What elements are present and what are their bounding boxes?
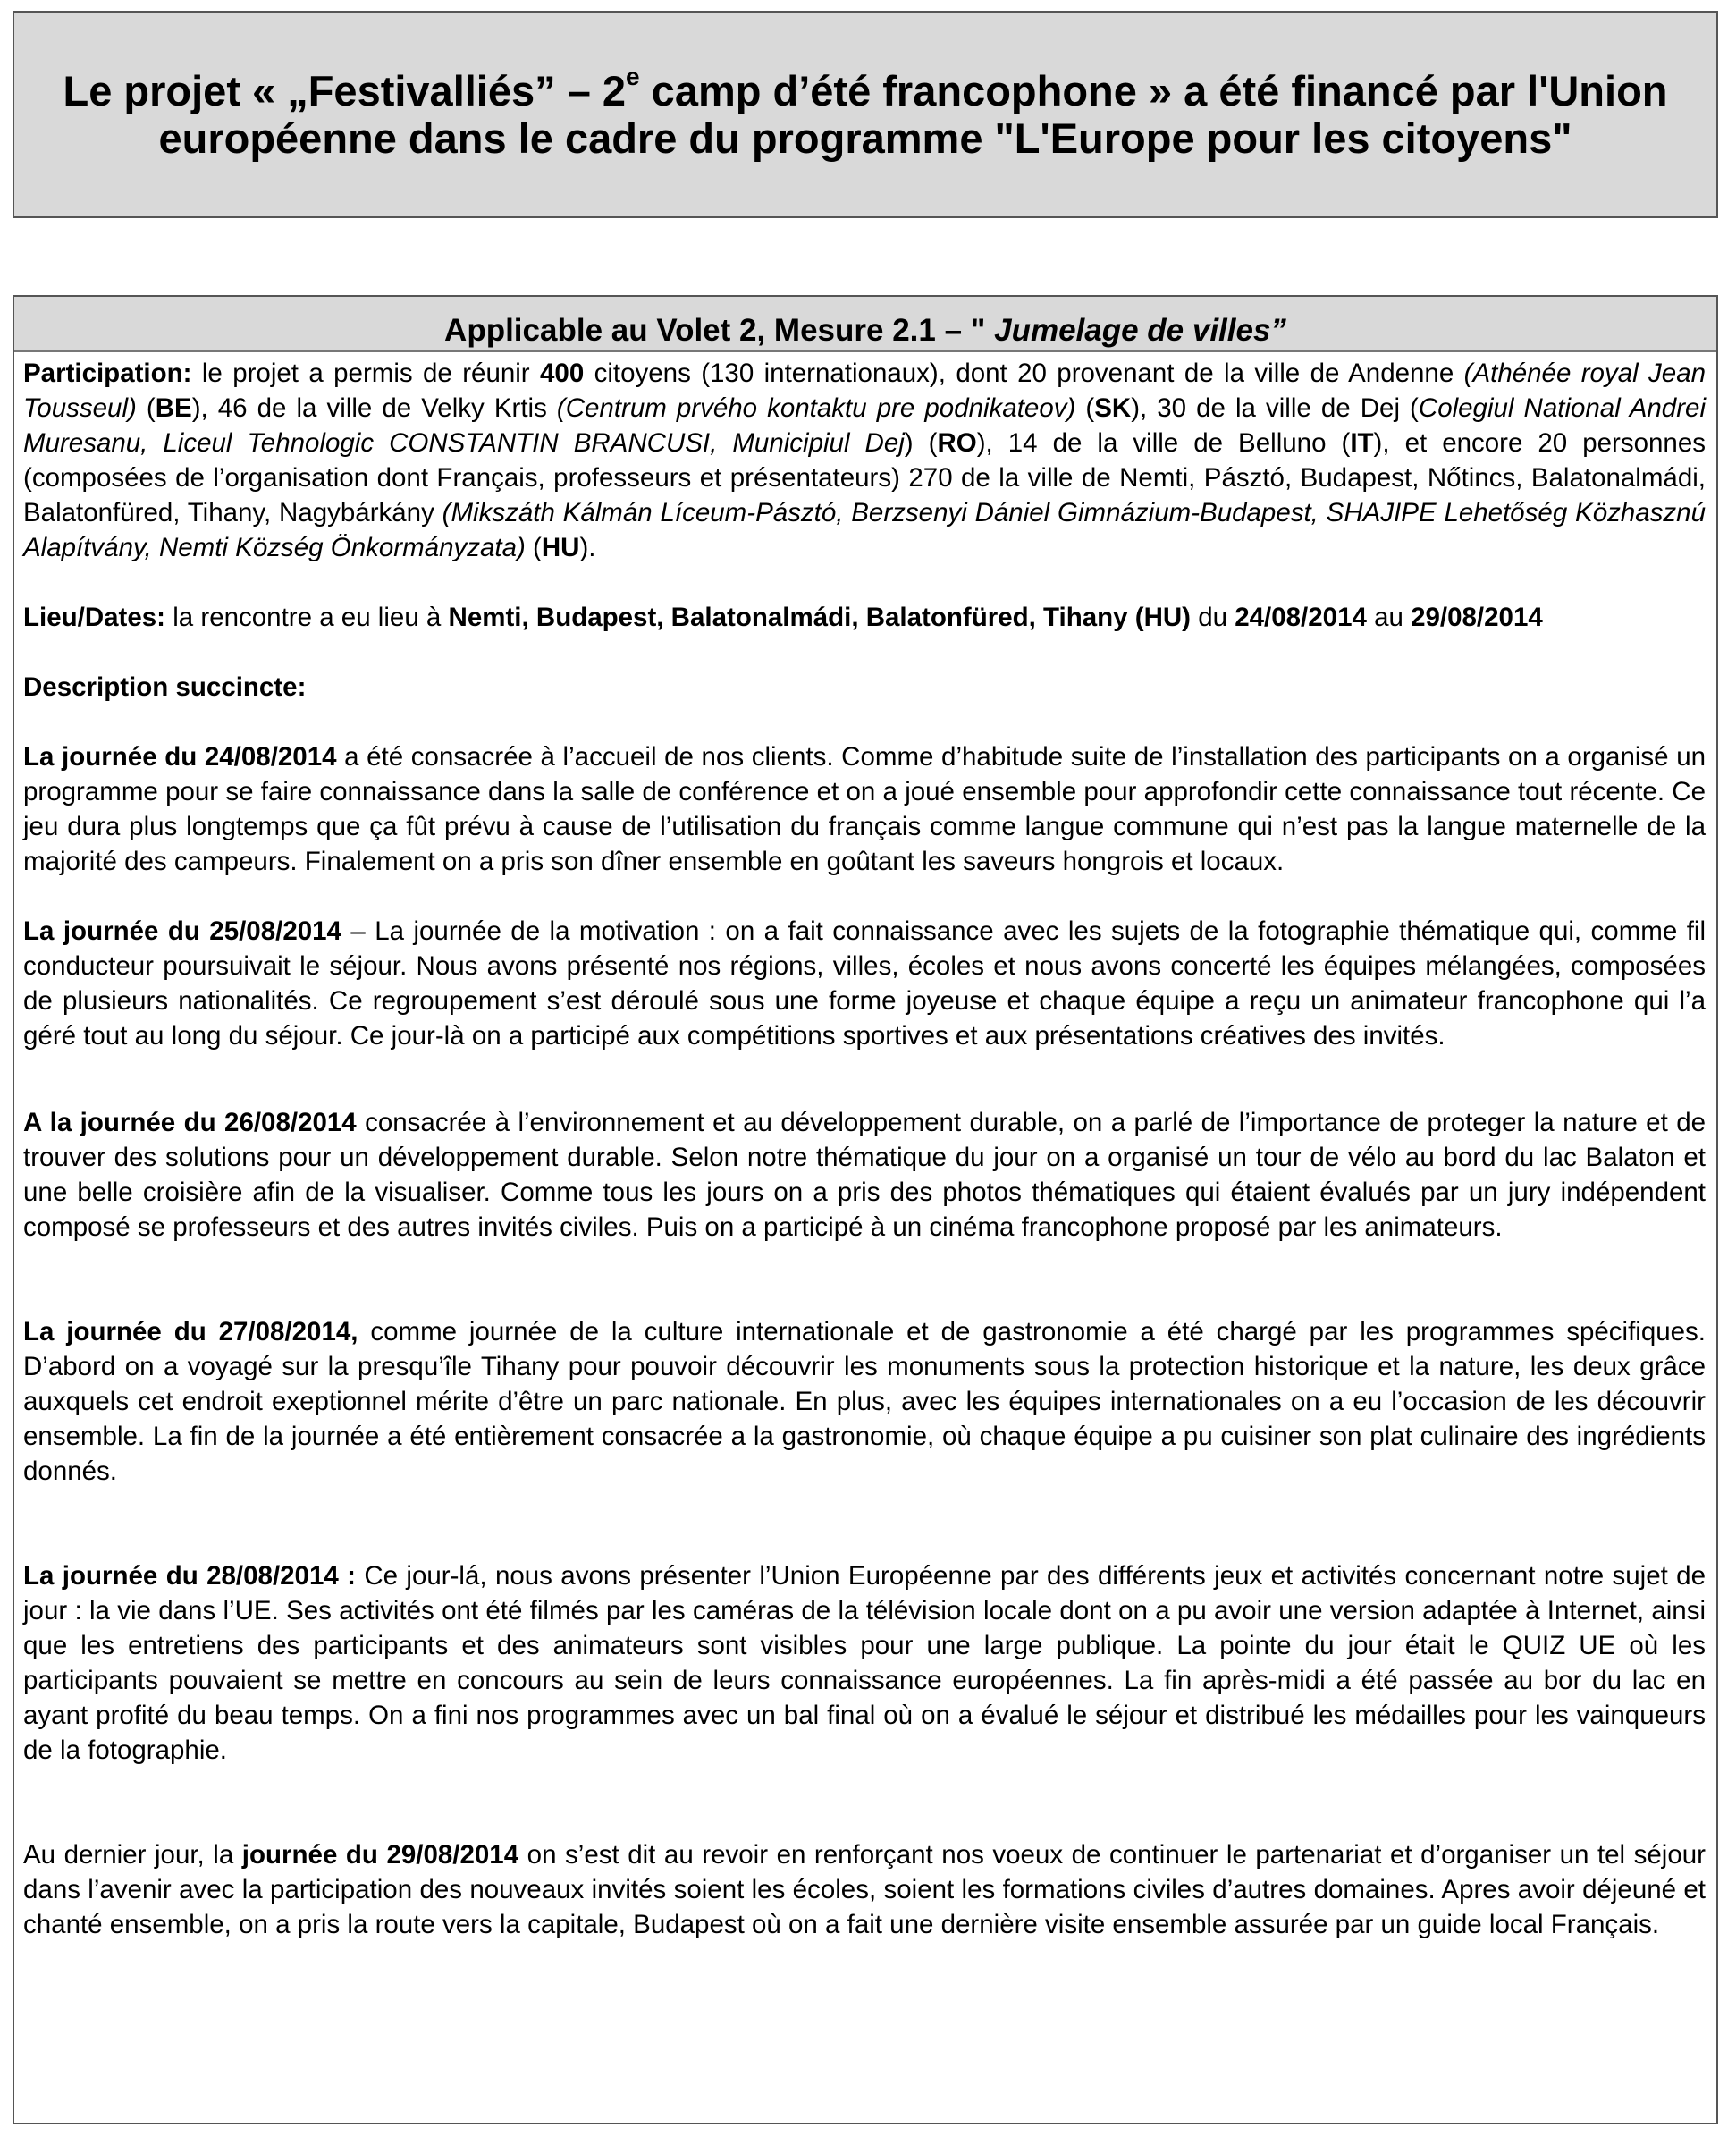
participation-text: ). xyxy=(579,533,596,562)
lieu-text: la rencontre a eu lieu à xyxy=(165,603,449,632)
subtitle-italic: Jumelage de villes” xyxy=(985,313,1286,348)
country-code-be: BE xyxy=(155,393,192,423)
body-text xyxy=(14,352,1716,1942)
participation-label: Participation: xyxy=(23,359,192,388)
day-26-label: A la journée du 26/08/2014 xyxy=(23,1108,357,1137)
org-hu: (Mikszáth Kálmán Líceum-Pásztó, Berzsenyi Dániel Gimnázium-Budapest, SHAJIPE Lehetőség Közhasznú Alapítvány, Nemti Község Önkormányzata) xyxy=(23,498,1706,562)
day-26-paragraph xyxy=(23,1105,1706,1245)
date-to: 29/08/2014 xyxy=(1411,603,1543,632)
day-24-text: a été consacrée à l’accueil de nos clients. Comme d’habitude suite de l’installation des participants on a organisé un programme pour se faire connaissance dans la salle de conférence et on a joué ensemble pour approfondir cette connaissance tout récente. Ce jeu dura plus longtemps que ça fût prévu à cause de l’utilisation du français comme langue commune qui n’est pas la langue maternelle de la majorité des campeurs. Finalement on a pris son dîner ensemble en goûtant les saveurs hongrois et locaux. xyxy=(23,742,1707,876)
participation-text: ), et encore 20 personnes (composées de l’organisation dont Français, professeurs et présentateurs) 270 de la ville de Nemti, Pásztó, Budapest, Nőtincs, Balatonalmádi, Balatonfüred, Tihany, Nagybárkány xyxy=(23,428,1706,528)
day-25-text: – La journée de la motivation : on a fait connaissance avec les sujets de la fotographie thématique qui, comme fil conducteur poursuivait le séjour. Nous avons présenté nos régions, villes, écoles et nous avons concerté les équipes mélangées, composées de plusieurs nationalités. Ce regroupement s’est déroulé sous une forme joyeuse et chaque équipe a reçu un animateur francophone qui l’a géré tout au long du séjour. Ce jour-là on a participé aux compétitions sportives et aux présentations créatives des invités. xyxy=(23,916,1706,1051)
day-24-label: La journée du 24/08/2014 xyxy=(23,742,337,772)
participation-text: citoyens (130 internationaux), dont 20 provenant de la ville de Andenne xyxy=(584,359,1464,388)
day-25-label: La journée du 25/08/2014 xyxy=(23,916,341,946)
lieu-dates-label: Lieu/Dates: xyxy=(23,603,166,632)
participation-text: ( xyxy=(525,533,542,562)
country-code-it: IT xyxy=(1350,428,1374,458)
country-code-ro: RO xyxy=(937,428,977,458)
day-27-paragraph xyxy=(23,1314,1706,1489)
title-part-2: camp d’été francophone » a été financé par l'Union européenne dans le cadre du programme "L'Europe pour les citoyens" xyxy=(158,67,1668,162)
day-29-label: journée du 29/08/2014 xyxy=(241,1840,519,1870)
day-26-text: consacrée à l’environnement et au développement durable, on a parlé de l’importance de proteger la nature et de trouver des solutions pour un développement durable. Selon notre thématique du jour on a organisé un tour de vélo au bord du lac Balaton et une belle croisière afin de la visualiser. Comme tous les jours on a pris des photos thématiques qui étaient évalués par un jury indépendent composé se professeurs et des autres invités civiles. Puis on a participé à un cinéma francophone proposé par les animateurs. xyxy=(23,1108,1707,1242)
participant-count: 400 xyxy=(540,359,585,388)
day-28-text: Ce jour-lá, nous avons présenter l’Union Européenne par des différents jeux et activités concernant notre sujet de jour : la vie dans l’UE. Ses activités ont été filmés par les caméras de la télévision locale dont on a pu avoir une version adaptée à Internet, ainsi que les entretiens des participants et des animateurs sont visibles pour une large publique. La pointe du jour était le QUIZ UE où les participants pouvaient se mettre en concours au sein de leurs connaissance européennes. La fin après-midi a été passée au bor du lac en ayant profité du beau temps. On a fini nos programmes avec un bal final où on a évalué le séjour et distribué les médailles pour les vainqueurs de la fotographie. xyxy=(23,1561,1706,1765)
lieu-dates-paragraph xyxy=(23,600,1706,635)
day-27-label: La journée du 27/08/2014, xyxy=(23,1317,358,1347)
subtitle-bar xyxy=(14,297,1716,352)
title-part-1: Le projet « „Festivalliés” – 2 xyxy=(63,67,627,114)
day-24-paragraph xyxy=(23,739,1706,879)
participation-text: ), 46 de la ville de Velky Krtis xyxy=(191,393,557,423)
participation-text: ), 14 de la ville de Belluno ( xyxy=(976,428,1351,458)
participation-text: ( xyxy=(1075,393,1095,423)
day-27-text: comme journée de la culture internationale et de gastronomie a été chargé par les programmes spécifiques. D’abord on a voyagé sur la presqu’île Tihany pour pouvoir découvrir les monuments sous la protection historique et la nature, les deux grâce auxquels cet endroit exeptionnel mérite d’être un parc nationale. En plus, avec les équipes internationales on a eu l’occasion de les découvrir ensemble. La fin de la journée a été entièrement consacrée a la gastronomie, où chaque équipe a pu cuisiner son plat culinaire des ingrédients donnés. xyxy=(23,1317,1706,1486)
description-label: Description succincte: xyxy=(23,672,307,702)
date-from: 24/08/2014 xyxy=(1235,603,1367,632)
day-25-paragraph xyxy=(23,914,1706,1053)
description-heading xyxy=(23,670,1706,705)
org-ro: Colegiul National Andrei Muresanu, Liceul Tehnologic CONSTANTIN BRANCUSI, Municipiul Dej xyxy=(23,393,1707,458)
participation-text: ), 30 de la ville de Dej ( xyxy=(1131,393,1419,423)
lieu-text: du xyxy=(1191,603,1235,632)
participation-text: ) ( xyxy=(904,428,938,458)
org-be: (Athénée royal Jean Tousseul) xyxy=(23,359,1707,423)
lieu-places: Nemti, Budapest, Balatonalmádi, Balatonfüred, Tihany (HU) xyxy=(448,603,1192,632)
participation-paragraph xyxy=(23,356,1706,565)
day-29-text: on s’est dit au revoir en renforçant nos voeux de continuer le partenariat et d’organiser un tel séjour dans l’avenir avec la participation des nouveaux invités soient les écoles, soient les formations civiles d’autres domaines. Apres avoir déjeuné et chanté ensemble, on a pris la route vers la capitale, Budapest où on a fait une dernière visite ensemble assurée par un guide local Français. xyxy=(23,1840,1706,1939)
header-box xyxy=(13,11,1718,218)
participation-text: le projet a permis de réunir xyxy=(191,359,540,388)
org-sk: (Centrum prvého kontaktu pre podnikateov) xyxy=(556,393,1076,423)
content-box xyxy=(13,295,1718,2124)
title-superscript: e xyxy=(626,63,640,91)
participation-text: ( xyxy=(136,393,156,423)
lieu-text: au xyxy=(1366,603,1412,632)
country-code-sk: SK xyxy=(1094,393,1132,423)
section-subtitle xyxy=(444,313,1286,349)
document-title xyxy=(41,63,1690,162)
subtitle-prefix: Applicable au Volet 2, Mesure 2.1 – " xyxy=(444,313,986,348)
country-code-hu: HU xyxy=(541,533,580,562)
day-29-prefix: Au dernier jour, la xyxy=(23,1840,242,1870)
day-28-paragraph xyxy=(23,1558,1706,1768)
day-28-label: La journée du 28/08/2014 : xyxy=(23,1561,356,1591)
day-29-paragraph xyxy=(23,1837,1706,1942)
